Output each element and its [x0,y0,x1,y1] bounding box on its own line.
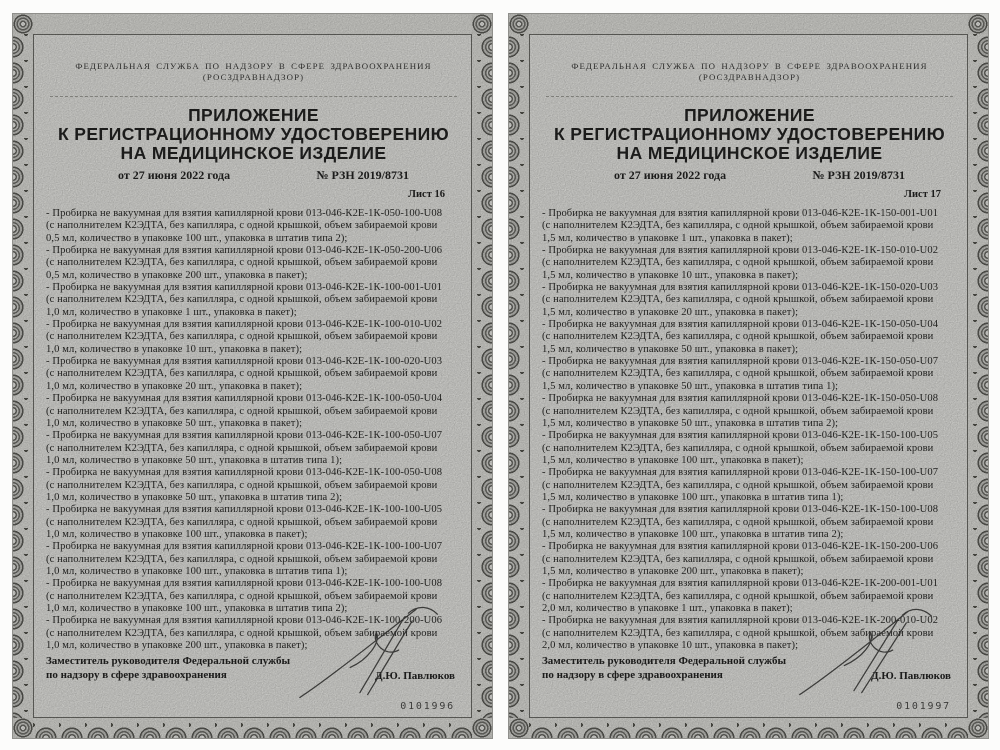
item-line: (с наполнителем К2ЭДТА, без капилляра, с одной крышкой, объем забираемой крови [542,331,934,343]
catalog-item [46,430,461,467]
item-line: - Пробирка не вакуумная для взятия капиллярной крови 013-046-К2Е-1К-100-020-U03 [46,356,443,368]
form-serial-number: 0101996 [400,701,455,712]
catalog-item [542,319,957,356]
item-line: - Пробирка не вакуумная для взятия капиллярной крови 013-046-К2Е-1К-200-001-U01 [542,578,939,590]
guilloche-border-left [509,34,530,718]
item-line: (с наполнителем К2ЭДТА, без капилляра, с одной крышкой, объем забираемой крови [542,294,934,306]
item-line: 1,5 мл, количество в упаковке 100 шт., упаковка в пакет); [542,454,804,466]
item-line: (с наполнителем К2ЭДТА, без капилляра, с одной крышкой, объем забираемой крови [46,331,438,343]
doc-number: № РЗН 2019/8731 [812,168,905,182]
sheet-number-label: Лист 16 [408,189,445,200]
border-corner-rosette [13,718,33,738]
item-line: - Пробирка не вакуумная для взятия капиллярной крови 013-046-К2Е-1К-100-050-U04 [46,393,443,405]
signer-name: Д.Ю. Павлюков [375,670,455,683]
guilloche-border-right [967,34,988,718]
border-corner-rosette [472,14,492,34]
catalog-item [46,578,461,615]
item-line: - Пробирка не вакуумная для взятия капиллярной крови 013-046-К2Е-1К-150-010-U02 [542,245,939,257]
item-line: - Пробирка не вакуумная для взятия капиллярной крови 013-046-К2Е-1К-100-050-U08 [46,467,443,479]
item-line: 1,5 мл, количество в упаковке 100 шт., упаковка в штатив типа 1); [542,491,844,503]
signer-title-line1: Заместитель руководителя Федеральной службы [46,655,291,668]
item-line: - Пробирка не вакуумная для взятия капиллярной крови 013-046-К2Е-1К-150-100-U07 [542,467,939,479]
item-line: 2,0 мл, количество в упаковке 10 шт., упаковка в пакет); [542,640,799,652]
item-line: - Пробирка не вакуумная для взятия капиллярной крови 013-046-К2Е-1К-150-100-U05 [542,430,939,442]
doc-meta-row [46,168,461,183]
item-line: 0,5 мл, количество в упаковке 200 шт., упаковка в пакет); [46,269,308,281]
catalog-item [542,467,957,504]
item-line: 1,0 мл, количество в упаковке 50 шт., упаковка в штатив типа 1); [46,454,343,466]
item-line: (с наполнителем К2ЭДТА, без капилляра, с одной крышкой, объем забираемой крови [542,257,934,269]
item-line: 1,0 мл, количество в упаковке 100 шт., упаковка в пакет); [46,528,308,540]
item-line: (с наполнителем К2ЭДТА, без капилляра, с одной крышкой, объем забираемой крови [542,368,934,380]
agency-abbrev: (РОСЗДРАВНАДЗОР) [698,72,801,82]
item-line: (с наполнителем К2ЭДТА, без капилляра, с одной крышкой, объем забираемой крови [46,590,438,602]
border-corner-rosette [509,718,529,738]
item-line: (с наполнителем К2ЭДТА, без капилляра, с одной крышкой, объем забираемой крови [46,294,438,306]
catalog-item [46,467,461,504]
catalog-item [542,356,957,393]
doc-title-line2: К РЕГИСТРАЦИОННОМУ УДОСТОВЕРЕНИЮ [57,124,450,144]
border-corner-rosette [472,718,492,738]
signer-title-line2: по надзору в сфере здравоохранения [46,668,227,681]
doc-date: от 27 июня 2022 года [614,168,727,182]
item-line: (с наполнителем К2ЭДТА, без капилляра, с одной крышкой, объем забираемой крови [542,590,934,602]
item-line: (с наполнителем К2ЭДТА, без капилляра, с одной крышкой, объем забираемой крови [46,627,438,639]
catalog-item [46,615,461,652]
item-line: - Пробирка не вакуумная для взятия капиллярной крови 013-046-К2Е-1К-100-100-U05 [46,504,443,516]
item-line: 1,5 мл, количество в упаковке 1 шт., упаковка в пакет); [542,232,793,244]
sheet-content [33,34,472,718]
item-line: (с наполнителем К2ЭДТА, без капилляра, с одной крышкой, объем забираемой крови [46,405,438,417]
catalog-item [46,319,461,356]
signer-title-line1: Заместитель руководителя Федеральной службы [542,655,787,668]
doc-title-line2: К РЕГИСТРАЦИОННОМУ УДОСТОВЕРЕНИЮ [553,124,946,144]
doc-meta-row [542,168,957,183]
item-line: 2,0 мл, количество в упаковке 1 шт., упаковка в пакет); [542,603,793,614]
guilloche-border-top [529,14,968,35]
guilloche-border-bottom [33,717,472,738]
item-line: - Пробирка не вакуумная для взятия капиллярной крови 013-046-К2Е-1К-150-020-U03 [542,282,939,294]
catalog-item [46,541,461,578]
item-line: - Пробирка не вакуумная для взятия капиллярной крови 013-046-К2Е-1К-050-200-U06 [46,245,443,257]
catalog-item [542,208,957,245]
certificate-sheet-17 [508,13,989,739]
item-line: (с наполнителем К2ЭДТА, без капилляра, с одной крышкой, объем забираемой крови [542,553,934,565]
item-line: 1,0 мл, количество в упаковке 1 шт., упаковка в пакет); [46,306,297,318]
sheet-number-label: Лист 17 [904,189,941,200]
catalog-item [542,541,957,578]
border-corner-rosette [13,14,33,34]
catalog-item [46,356,461,393]
doc-title-line1: ПРИЛОЖЕНИЕ [684,105,815,125]
catalog-item [46,282,461,319]
catalog-item [46,208,461,245]
item-line: 1,5 мл, количество в упаковке 50 шт., упаковка в штатив типа 2); [542,417,839,429]
header-divider [546,96,953,97]
item-line: 1,0 мл, количество в упаковке 50 шт., упаковка в пакет); [46,417,303,429]
agency-name: ФЕДЕРАЛЬНАЯ СЛУЖБА ПО НАДЗОРУ В СФЕРЕ ЗДРАВООХРАНЕНИЯ [75,61,432,71]
header-divider [50,96,457,97]
item-line: (с наполнителем К2ЭДТА, без капилляра, с одной крышкой, объем забираемой крови [542,220,934,232]
item-line: - Пробирка не вакуумная для взятия капиллярной крови 013-046-К2Е-1К-100-001-U01 [46,282,443,294]
item-line: - Пробирка не вакуумная для взятия капиллярной крови 013-046-К2Е-1К-100-100-U07 [46,541,443,553]
item-line: (с наполнителем К2ЭДТА, без капилляра, с одной крышкой, объем забираемой крови [46,220,438,232]
form-serial-number: 0101997 [896,701,951,712]
item-list [46,208,461,652]
item-line: 1,0 мл, количество в упаковке 200 шт., упаковка в пакет); [46,640,308,652]
guilloche-border-bottom [529,717,968,738]
item-line: (с наполнителем К2ЭДТА, без капилляра, с одной крышкой, объем забираемой крови [542,627,934,639]
item-line: (с наполнителем К2ЭДТА, без капилляра, с одной крышкой, объем забираемой крови [46,516,438,528]
doc-title-line3: НА МЕДИЦИНСКОЕ ИЗДЕЛИЕ [616,143,883,163]
doc-title-line1: ПРИЛОЖЕНИЕ [188,105,319,125]
item-line: (с наполнителем К2ЭДТА, без капилляра, с одной крышкой, объем забираемой крови [542,442,934,454]
border-corner-rosette [509,14,529,34]
signature-block [46,655,461,682]
catalog-item [542,393,957,430]
catalog-item [542,430,957,467]
item-line: (с наполнителем К2ЭДТА, без капилляра, с одной крышкой, объем забираемой крови [46,257,438,269]
item-line: 1,0 мл, количество в упаковке 50 шт., упаковка в штатив типа 2); [46,491,343,503]
item-line: - Пробирка не вакуумная для взятия капиллярной крови 013-046-К2Е-1К-150-001-U01 [542,208,939,219]
item-line: (с наполнителем К2ЭДТА, без капилляра, с одной крышкой, объем забираемой крови [46,479,438,491]
signer-name: Д.Ю. Павлюков [871,670,951,683]
item-line: 1,5 мл, количество в упаковке 100 шт., упаковка в штатив типа 2); [542,528,844,540]
item-line: - Пробирка не вакуумная для взятия капиллярной крови 013-046-К2Е-1К-100-200-U06 [46,615,443,627]
border-corner-rosette [968,14,988,34]
item-line: 1,5 мл, количество в упаковке 50 шт., упаковка в штатив типа 1); [542,380,839,392]
item-line: 1,5 мл, количество в упаковке 10 шт., упаковка в пакет); [542,269,799,281]
sheet-content [529,34,968,718]
agency-name: ФЕДЕРАЛЬНАЯ СЛУЖБА ПО НАДЗОРУ В СФЕРЕ ЗДРАВООХРАНЕНИЯ [571,61,928,71]
catalog-item [46,245,461,282]
item-line: - Пробирка не вакуумная для взятия капиллярной крови 013-046-К2Е-1К-100-100-U08 [46,578,443,590]
catalog-item [542,578,957,615]
item-line: - Пробирка не вакуумная для взятия капиллярной крови 013-046-К2Е-1К-150-050-U08 [542,393,939,405]
doc-number: № РЗН 2019/8731 [316,168,409,182]
catalog-item [542,245,957,282]
doc-title-line3: НА МЕДИЦИНСКОЕ ИЗДЕЛИЕ [120,143,387,163]
guilloche-border-left [13,34,34,718]
catalog-item [46,393,461,430]
item-line: 1,5 мл, количество в упаковке 50 шт., упаковка в пакет); [542,343,799,355]
signature-block [542,655,957,682]
catalog-item [542,615,957,652]
item-line: 1,0 мл, количество в упаковке 20 шт., упаковка в пакет); [46,380,303,392]
item-line: - Пробирка не вакуумная для взятия капиллярной крови 013-046-К2Е-1К-050-100-U08 [46,208,443,219]
catalog-item [542,282,957,319]
item-line: 1,5 мл, количество в упаковке 20 шт., упаковка в пакет); [542,306,799,318]
item-line: (с наполнителем К2ЭДТА, без капилляра, с одной крышкой, объем забираемой крови [46,442,438,454]
item-line: - Пробирка не вакуумная для взятия капиллярной крови 013-046-К2Е-1К-100-010-U02 [46,319,443,331]
item-line: 1,0 мл, количество в упаковке 10 шт., упаковка в пакет); [46,343,303,355]
item-line: (с наполнителем К2ЭДТА, без капилляра, с одной крышкой, объем забираемой крови [46,553,438,565]
item-line: 1,5 мл, количество в упаковке 200 шт., упаковка в пакет); [542,565,804,577]
certificate-sheet-16 [12,13,493,739]
item-line: 1,0 мл, количество в упаковке 100 шт., упаковка в штатив типа 2); [46,603,348,614]
item-line: - Пробирка не вакуумная для взятия капиллярной крови 013-046-К2Е-1К-200-010-U02 [542,615,939,627]
item-line: (с наполнителем К2ЭДТА, без капилляра, с одной крышкой, объем забираемой крови [542,516,934,528]
item-line: - Пробирка не вакуумная для взятия капиллярной крови 013-046-К2Е-1К-150-050-U07 [542,356,939,368]
item-line: (с наполнителем К2ЭДТА, без капилляра, с одной крышкой, объем забираемой крови [542,405,934,417]
catalog-item [46,504,461,541]
doc-date: от 27 июня 2022 года [118,168,231,182]
signer-title-line2: по надзору в сфере здравоохранения [542,668,723,681]
item-line: - Пробирка не вакуумная для взятия капиллярной крови 013-046-К2Е-1К-150-200-U06 [542,541,939,553]
agency-abbrev: (РОСЗДРАВНАДЗОР) [202,72,305,82]
item-line: (с наполнителем К2ЭДТА, без капилляра, с одной крышкой, объем забираемой крови [46,368,438,380]
catalog-item [542,504,957,541]
item-line: - Пробирка не вакуумная для взятия капиллярной крови 013-046-К2Е-1К-150-050-U04 [542,319,939,331]
guilloche-border-top [33,14,472,35]
item-line: 0,5 мл, количество в упаковке 100 шт., упаковка в штатив типа 2); [46,232,348,244]
item-line: - Пробирка не вакуумная для взятия капиллярной крови 013-046-К2Е-1К-100-050-U07 [46,430,443,442]
guilloche-border-right [471,34,492,718]
border-corner-rosette [968,718,988,738]
item-list [542,208,957,652]
item-line: - Пробирка не вакуумная для взятия капиллярной крови 013-046-К2Е-1К-150-100-U08 [542,504,939,516]
item-line: 1,0 мл, количество в упаковке 100 шт., упаковка в штатив типа 1); [46,565,348,577]
item-line: (с наполнителем К2ЭДТА, без капилляра, с одной крышкой, объем забираемой крови [542,479,934,491]
